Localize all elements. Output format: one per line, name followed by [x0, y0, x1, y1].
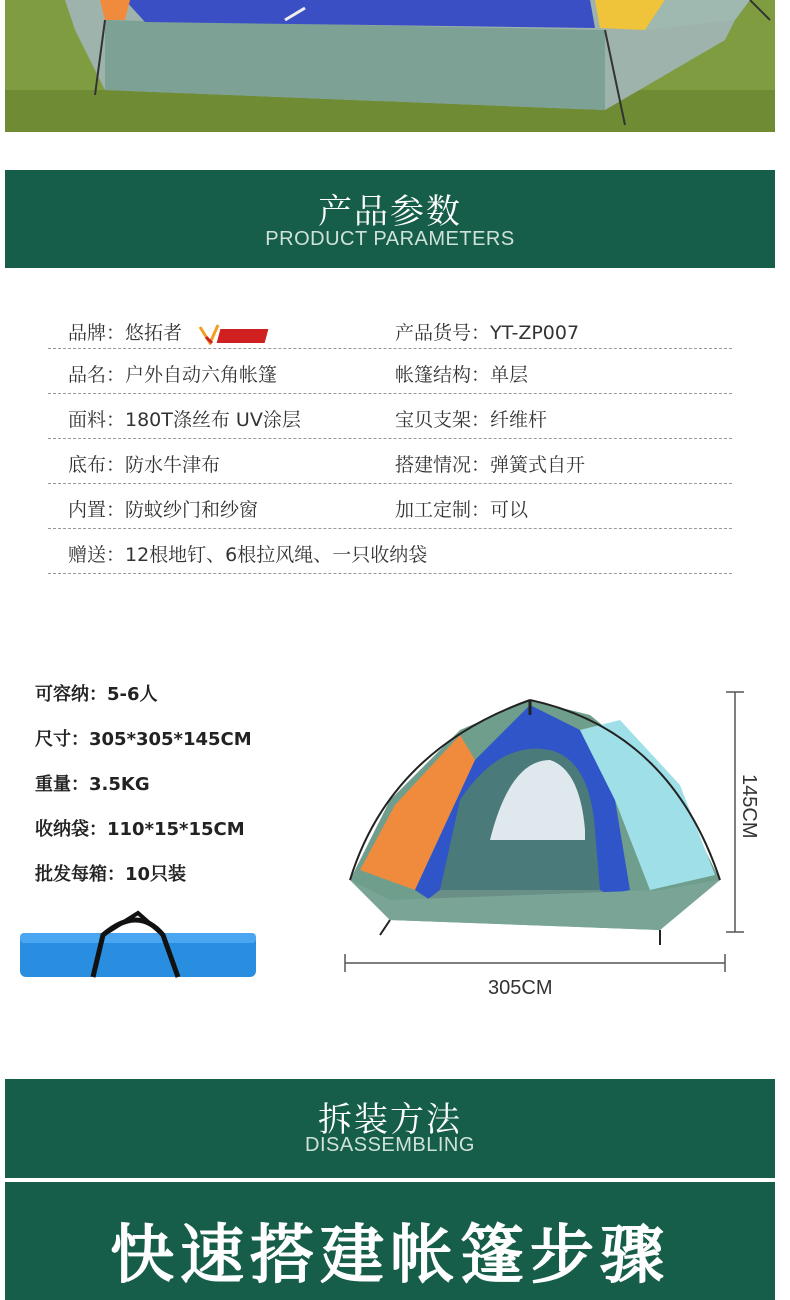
param-row	[48, 484, 732, 529]
spec-bag-size: 收纳袋：110*15*15CM	[35, 819, 245, 840]
spec-weight: 重量：3.5KG	[35, 774, 150, 795]
tent-photo-top	[5, 0, 775, 132]
quick-setup-steps-banner	[5, 1182, 775, 1300]
param-right: 宝贝支架：纤维杆	[395, 409, 548, 431]
banner-title-cn: 产品参数	[318, 192, 462, 232]
param-right: 帐篷结构：单层	[395, 364, 529, 386]
param-left: 底布：防水牛津布	[68, 454, 221, 476]
spec-wholesale: 批发每箱：10只装	[35, 864, 187, 885]
param-left: 品名：户外自动六角帐篷	[68, 364, 278, 386]
product-parameters-banner	[5, 170, 775, 268]
disassembling-banner	[5, 1079, 775, 1178]
specs-list	[35, 680, 252, 905]
spec-size: 尺寸：305*305*145CM	[35, 729, 252, 750]
param-right: 产品货号：YT-ZP007	[395, 322, 580, 344]
param-row	[48, 529, 732, 574]
param-row	[48, 394, 732, 439]
param-left: 内置：防蚊纱门和纱窗	[68, 499, 259, 521]
parameters-table	[48, 310, 732, 574]
spec-capacity: 可容纳：5-6人	[35, 684, 158, 705]
banner-title-cn: 拆装方法	[318, 1100, 462, 1140]
width-label: 305CM	[488, 977, 553, 999]
banner-title-en: PRODUCT PARAMETERS	[265, 228, 515, 250]
tent-dimension-diagram	[330, 690, 780, 1014]
param-brand: 品牌：悠拓者	[68, 322, 183, 344]
banner-title-en: DISASSEMBLING	[305, 1134, 475, 1156]
param-row	[48, 439, 732, 484]
param-right: 加工定制：可以	[395, 499, 529, 521]
param-left	[68, 318, 274, 345]
param-row	[48, 349, 732, 394]
steps-title: 快速搭建帐篷步骤	[110, 1219, 670, 1293]
brand-logo-icon	[198, 323, 274, 345]
param-left: 赠送：12根地钉、6根拉风绳、一只收纳袋	[68, 544, 428, 566]
param-left: 面料：180T涤丝布 UV涂层	[68, 409, 301, 431]
param-right: 搭建情况：弹簧式自开	[395, 454, 586, 476]
storage-bag-image	[18, 905, 258, 989]
param-row	[48, 310, 732, 349]
height-label: 145CM	[738, 774, 760, 839]
